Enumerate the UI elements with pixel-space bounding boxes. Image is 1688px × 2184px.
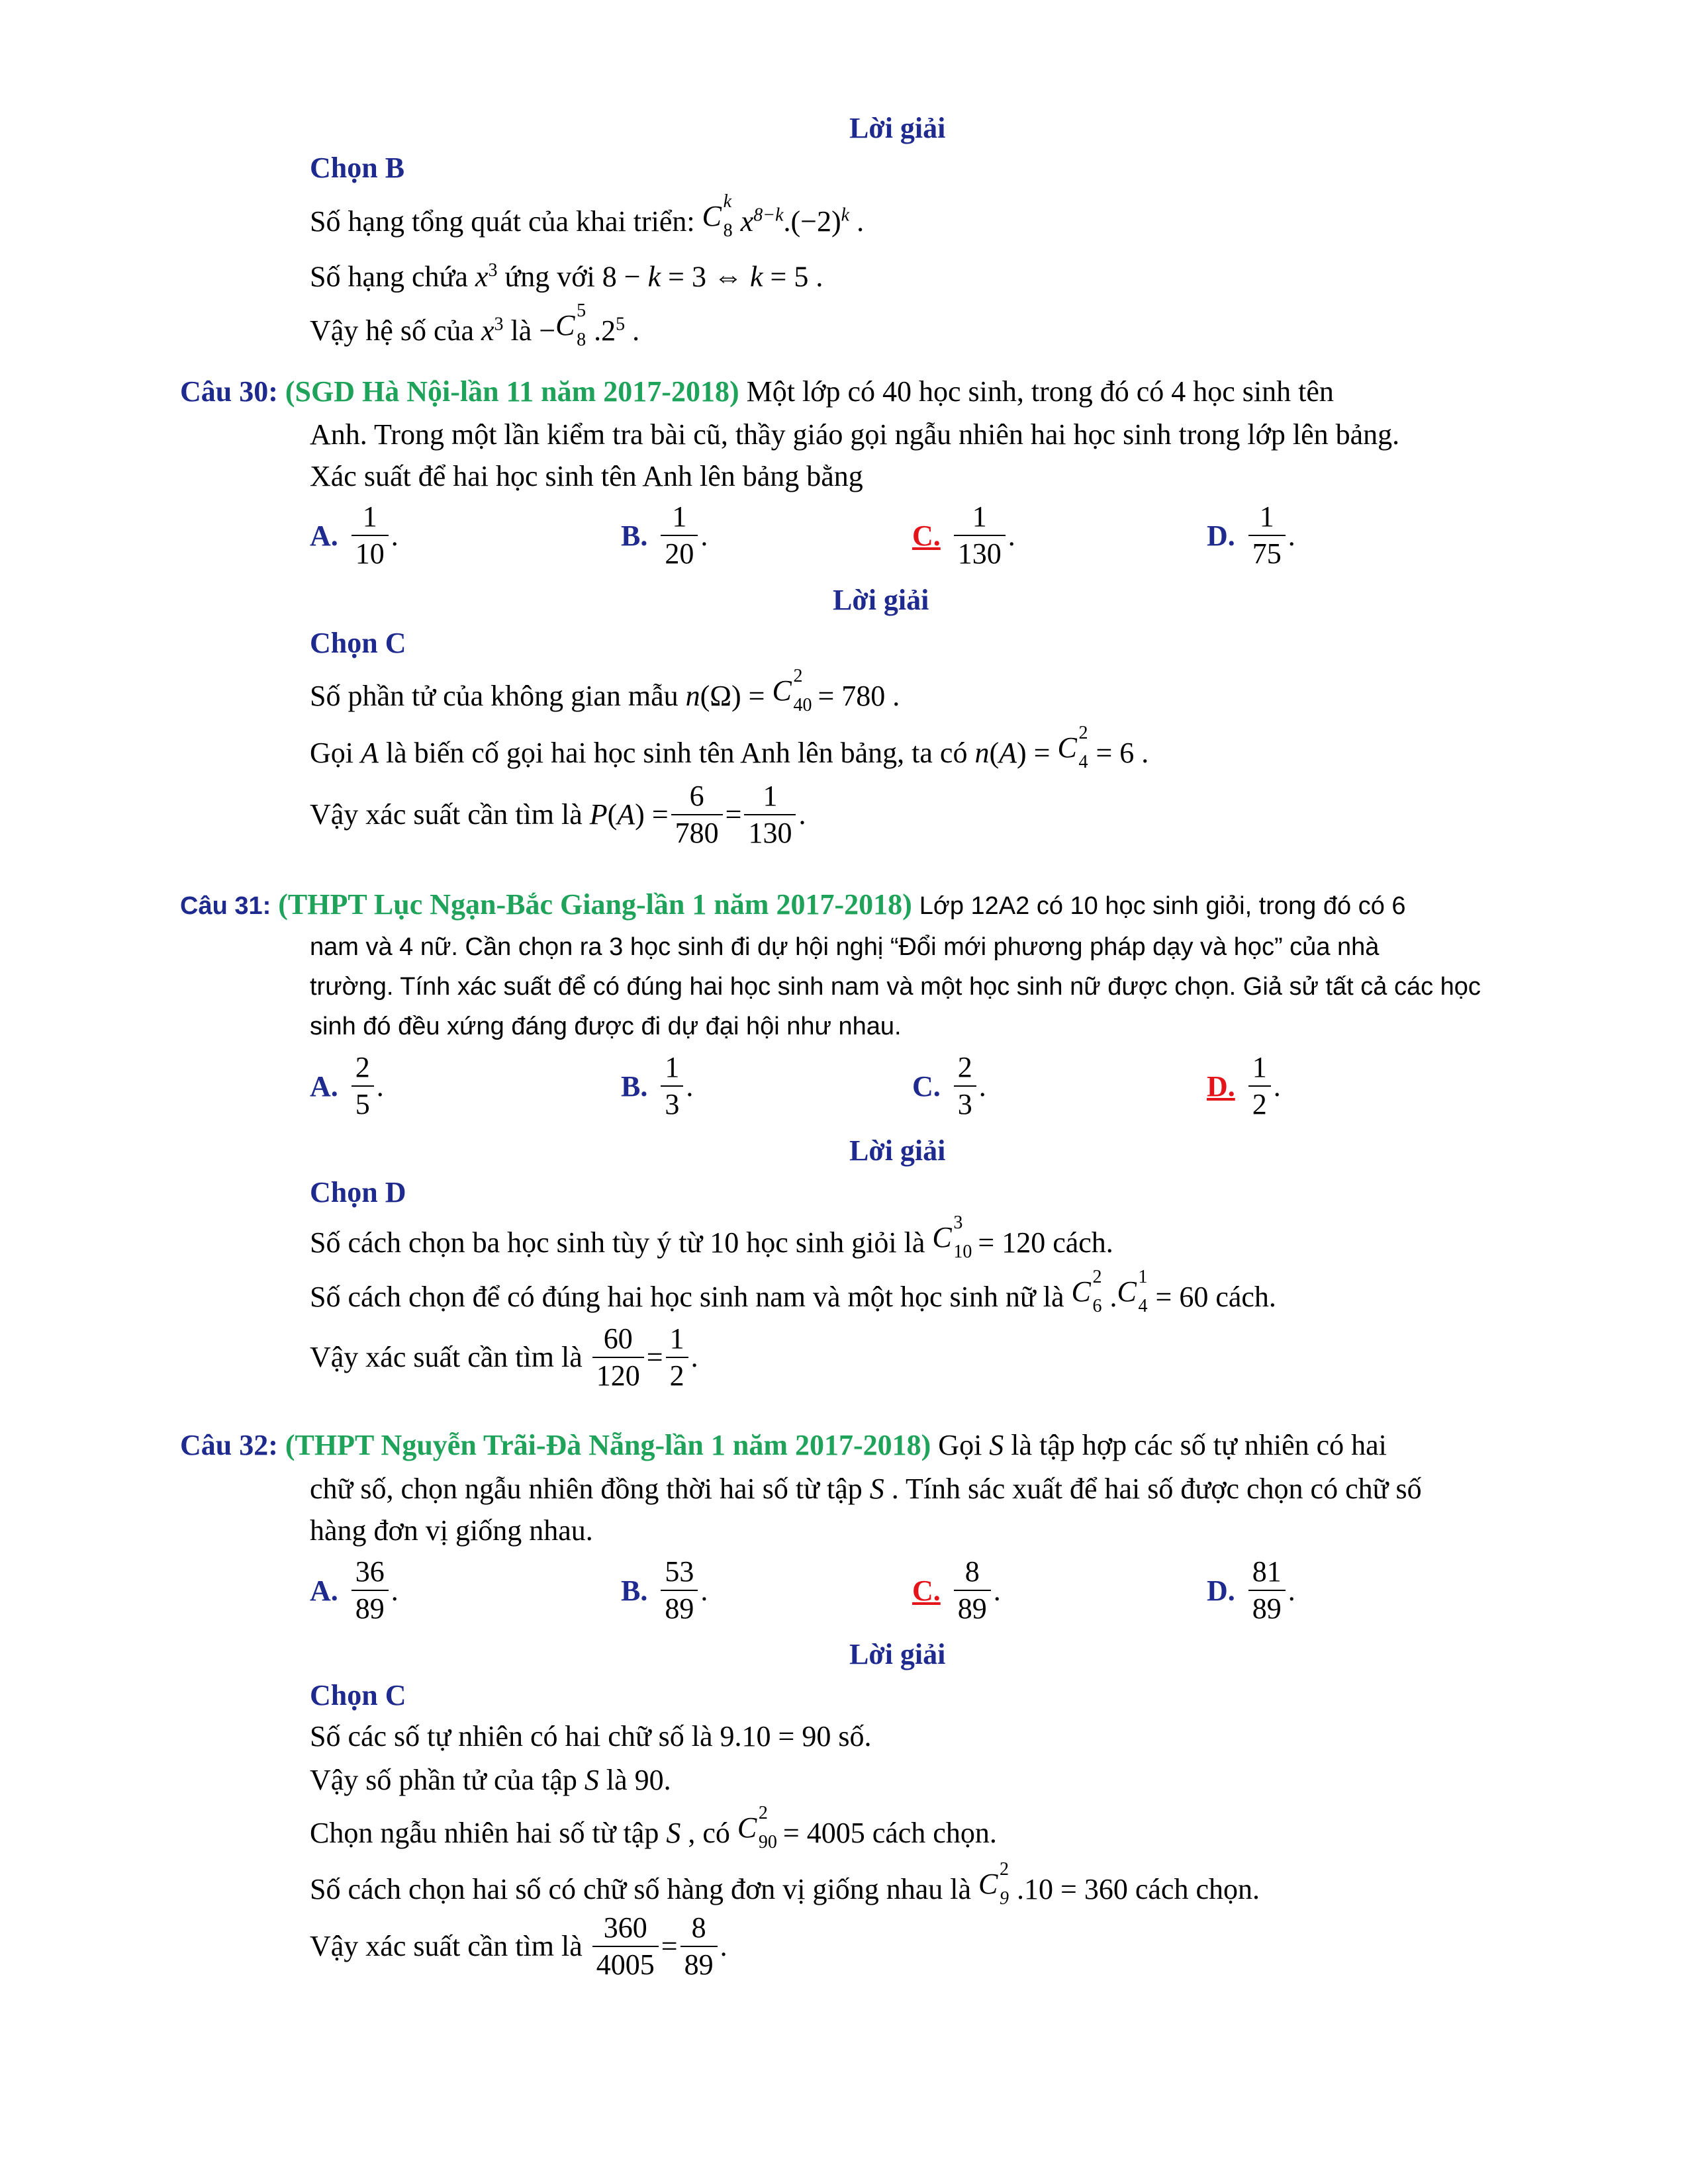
solution-text: Số cách chọn hai số có chữ số hàng đơn vị giống nhau là <box>310 1873 972 1905</box>
combination-symbol: C 2 4 <box>1057 723 1088 772</box>
combination-symbol: C 2 9 <box>978 1859 1009 1909</box>
solution-line: Số phần tử của không gian mẫu n(Ω) = C 2 40 = 780 . <box>310 666 900 715</box>
option-c-correct[interactable]: C. 1 130 . <box>912 500 1015 570</box>
question-text: sinh đó đều xứng đáng được đi dự đại hội như nhau. <box>310 1013 902 1040</box>
question-label: Câu 30: <box>180 375 278 408</box>
question-text: . Tính sác xuất để hai số được chọn có chữ số <box>891 1473 1422 1505</box>
solution-text: Số phần tử của không gian mẫu <box>310 680 679 712</box>
choice-line: Chọn B <box>310 152 405 184</box>
solution-text: Số hạng tổng quát của khai triển: <box>310 205 695 238</box>
combination-symbol: C 2 40 <box>772 666 812 715</box>
option-a[interactable]: A. 36 89 . <box>310 1555 399 1625</box>
solution-heading: Lời giải <box>849 1638 946 1670</box>
solution-text: là <box>510 314 532 347</box>
solution-line: Vậy xác suất cần tìm là 360 4005 = 8 89 . <box>310 1911 727 1981</box>
solution-text: là 90. <box>606 1764 671 1796</box>
solution-text: số. <box>838 1720 872 1752</box>
solution-text: Số cách chọn ba học sinh tùy ý từ 10 học sinh giỏi là <box>310 1226 925 1259</box>
option-c-correct[interactable]: C. 8 89 . <box>912 1555 1001 1625</box>
question-31-line <box>180 890 1406 919</box>
solution-text: Số hạng chứa <box>310 260 468 293</box>
question-source: (SGD Hà Nội-lần 11 năm 2017-2018) <box>285 375 739 408</box>
solution-line: Số cách chọn ba học sinh tùy ý từ 10 học sinh giỏi là C 3 10 = 120 cách. <box>310 1212 1113 1262</box>
question-label: Câu 32: <box>180 1429 278 1461</box>
combination-symbol: C 1 4 <box>1117 1267 1148 1316</box>
question-text: chữ số, chọn ngẫu nhiên đồng thời hai số từ tập <box>310 1473 863 1505</box>
combination-symbol: C 3 10 <box>932 1212 972 1262</box>
solution-line: Số hạng tổng quát của khai triển: C k 8 $x^{8-k}.(-2)^k$ . <box>310 191 865 241</box>
choice-line: Chọn D <box>310 1176 406 1208</box>
choice-line: Chọn C <box>310 627 406 659</box>
question-text: Xác suất để hai học sinh tên Anh lên bảng bằng <box>310 460 863 492</box>
solution-text: Gọi <box>310 737 353 769</box>
combination-symbol: C 2 6 <box>1071 1267 1102 1316</box>
option-d-correct[interactable]: D. 1 2 . <box>1207 1051 1281 1121</box>
option-b[interactable]: B. 1 20 . <box>621 500 708 570</box>
question-32-line: Câu 32: (THPT Nguyễn Trãi-Đà Nẵng-lần 1 năm 2017-2018) Gọi S là tập hợp các số tự nhiên có hai <box>180 1429 1387 1461</box>
combination-symbol: C 5 8 <box>555 300 586 350</box>
solution-text: cách chọn. <box>872 1817 997 1849</box>
solution-text: Số cách chọn để có đúng hai học sinh nam và một học sinh nữ là <box>310 1281 1064 1313</box>
question-text-line: chữ số, chọn ngẫu nhiên đồng thời hai số từ tập S . Tính sác xuất để hai số được chọn có chữ số <box>310 1473 1422 1505</box>
option-a[interactable]: A. 2 5 . <box>310 1051 384 1121</box>
solution-line: Gọi A là biến cố gọi hai học sinh tên Anh lên bảng, ta có n(A) = C 2 4 = 6 . <box>310 723 1149 772</box>
solution-line: Vậy xác suất cần tìm là 60 120 = 1 2 . <box>310 1322 698 1392</box>
option-b[interactable]: B. 53 89 . <box>621 1555 708 1625</box>
solution-text: Vậy xác suất cần tìm là <box>310 1930 583 1963</box>
combination-symbol: C 2 90 <box>737 1803 777 1852</box>
solution-line: Chọn ngẫu nhiên hai số từ tập S , có C 2 90 = 4005 cách chọn. <box>310 1803 997 1852</box>
solution-text: cách. <box>1053 1226 1113 1259</box>
solution-line: Vậy số phần tử của tập S là 90. <box>310 1764 671 1796</box>
solution-line: Vậy xác suất cần tìm là P ( A ) = 6 780 = 1 130 . <box>310 780 806 850</box>
solution-heading: Lời giải <box>833 584 929 616</box>
option-b[interactable]: B. 1 3 . <box>621 1051 694 1121</box>
question-text: hàng đơn vị giống nhau. <box>310 1514 593 1547</box>
option-d[interactable]: D. 81 89 . <box>1207 1555 1295 1625</box>
solution-heading: Lời giải <box>849 112 946 144</box>
solution-line: Số các số tự nhiên có hai chữ số là 9.10 = 90 số. <box>310 1720 872 1752</box>
solution-text: Vậy hệ số của <box>310 314 475 347</box>
option-a[interactable]: A. 1 10 . <box>310 500 399 570</box>
combination-symbol: C k 8 <box>702 191 733 241</box>
solution-heading: Lời giải <box>849 1134 946 1167</box>
choice-line: Chọn C <box>310 1679 406 1711</box>
solution-text: cách chọn. <box>1135 1873 1260 1905</box>
solution-text: Vậy số phần tử của tập <box>310 1764 577 1796</box>
solution-line: Vậy hệ số của $x^3$ là − C 5 8 $.2^5$ . <box>310 300 640 350</box>
solution-line: Số cách chọn để có đúng hai học sinh nam và một học sinh nữ là C 2 6 . C 1 4 = 60 cách. <box>310 1267 1276 1316</box>
question-source: (THPT Nguyễn Trãi-Đà Nẵng-lần 1 năm 2017-2018) <box>285 1429 931 1461</box>
question-text: Lớp 12A2 có 10 học sinh giỏi, trong đó có 6 <box>919 892 1406 920</box>
question-text: Một lớp có 40 học sinh, trong đó có 4 học sinh tên <box>746 375 1334 408</box>
question-text: Anh. Trong một lần kiểm tra bài cũ, thầy giáo gọi ngẫu nhiên hai học sinh trong lớp lên bảng. <box>310 418 1400 451</box>
solution-line: Số cách chọn hai số có chữ số hàng đơn vị giống nhau là C 2 9 .10 = 360 cách chọn. <box>310 1859 1260 1909</box>
question-source: (THPT Lục Ngạn-Bắc Giang-lần 1 năm 2017-2018) <box>278 888 912 921</box>
question-30-line <box>180 377 1334 406</box>
solution-line: Số hạng chứa $x^3$ ứng với 8 − k = 3 ⇔ k = 5 . <box>310 260 823 293</box>
solution-text: ứng với <box>504 260 595 293</box>
solution-text: Chọn ngẫu nhiên hai số từ tập <box>310 1817 659 1849</box>
solution-text: là biến cố gọi hai học sinh tên Anh lên bảng, ta có <box>385 737 968 769</box>
solution-text: Vậy xác suất cần tìm là <box>310 1341 583 1374</box>
question-text: là tập hợp các số tự nhiên có hai <box>1011 1429 1387 1461</box>
question-label: Câu 31: <box>180 892 271 920</box>
option-c[interactable]: C. 2 3 . <box>912 1051 986 1121</box>
solution-text: cách. <box>1215 1281 1276 1313</box>
solution-text: Số các số tự nhiên có hai chữ số là <box>310 1720 713 1752</box>
question-text: Gọi <box>938 1429 982 1461</box>
solution-text: Vậy xác suất cần tìm là <box>310 798 583 831</box>
question-text: trường. Tính xác suất để có đúng hai học sinh nam và một học sinh nữ được chọn. Giả sử tất cả các học <box>310 973 1481 1001</box>
question-text: nam và 4 nữ. Cần chọn ra 3 học sinh đi dự hội nghị “Đổi mới phương pháp dạy và học” của nhà <box>310 933 1380 961</box>
option-d[interactable]: D. 1 75 . <box>1207 500 1295 570</box>
